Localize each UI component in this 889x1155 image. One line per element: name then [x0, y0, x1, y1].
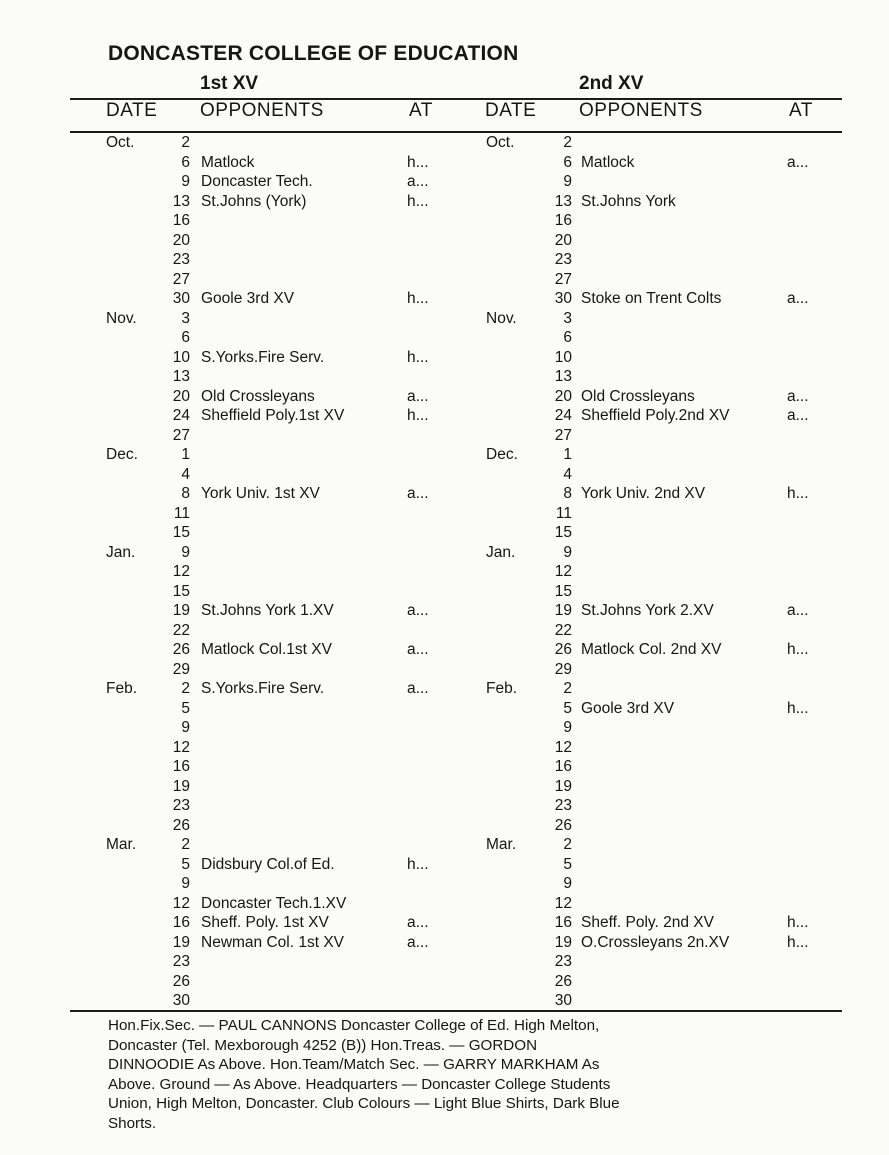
fixture-day: 4 — [563, 465, 572, 483]
fixture-day: 26 — [172, 816, 190, 834]
fixture-day: 23 — [172, 797, 190, 814]
fixture-day: 9 — [181, 875, 190, 892]
fixture-day: 9 — [563, 173, 572, 190]
fixture-day: 12 — [172, 738, 190, 756]
fixture-opponent: Stoke on Trent Colts — [581, 290, 722, 307]
fixture-opponent: Newman Col. 1st XV — [201, 933, 344, 951]
fixture-month: Mar. — [486, 836, 517, 853]
fixture-day: 13 — [554, 368, 572, 385]
team-heading-1st: 1st XV — [200, 73, 259, 94]
fixture-venue: h... — [407, 153, 429, 171]
fixture-venue: h... — [407, 407, 429, 424]
fixture-day: 2 — [563, 134, 572, 151]
fixture-day: 3 — [563, 309, 572, 327]
fixture-day: 30 — [172, 992, 190, 1009]
footer-line: DINNOODIE As Above. Hon.Team/Match Sec. — GARRY MARKHAM As — [108, 1056, 600, 1073]
fixture-day: 5 — [563, 855, 572, 873]
fixture-opponent: Didsbury Col.of Ed. — [201, 855, 335, 873]
fixture-day: 16 — [554, 914, 572, 931]
fixture-day: 16 — [172, 212, 190, 229]
fixture-month: Nov. — [486, 309, 517, 327]
footer-line: Above. Ground — As Above. Headquarters — Doncaster College Students — [108, 1075, 611, 1093]
fixture-day: 30 — [554, 290, 572, 307]
fixture-month: Feb. — [106, 680, 138, 697]
fixture-opponent: Doncaster Tech. — [201, 173, 313, 190]
fixture-venue: h... — [787, 485, 809, 502]
fixture-venue: h... — [787, 933, 809, 951]
fixture-day: 2 — [563, 680, 572, 697]
fixture-opponent: Matlock Col. 2nd XV — [581, 641, 722, 658]
fixture-day: 5 — [563, 699, 572, 717]
fixture-month: Oct. — [106, 134, 135, 151]
fixture-day: 15 — [172, 582, 190, 600]
fixture-day: 16 — [172, 914, 190, 931]
fixture-day: 19 — [554, 777, 572, 795]
team-heading-2nd: 2nd XV — [579, 73, 644, 94]
fixture-day: 22 — [554, 621, 572, 639]
fixture-opponent: York Univ. 2nd XV — [581, 485, 706, 502]
fixture-day: 20 — [554, 231, 572, 249]
fixture-day: 9 — [181, 719, 190, 736]
fixture-day: 13 — [172, 368, 190, 385]
footer-notes — [108, 1016, 826, 1133]
fixture-venue: a... — [787, 602, 809, 619]
fixture-day: 13 — [172, 192, 190, 210]
fixture-month: Oct. — [486, 134, 515, 151]
top-rule — [70, 98, 842, 100]
fixture-opponent: Matlock Col.1st XV — [201, 641, 332, 658]
fixture-venue: a... — [787, 387, 809, 405]
fixture-day: 27 — [172, 426, 190, 444]
fixture-day: 5 — [181, 699, 190, 717]
fixture-opponent: Sheff. Poly. 2nd XV — [581, 914, 714, 931]
fixture-day: 16 — [554, 212, 572, 229]
fixture-venue: h... — [787, 641, 809, 658]
fixture-venue: h... — [407, 348, 429, 366]
fixture-venue: a... — [407, 914, 429, 931]
fixture-day: 19 — [172, 777, 190, 795]
fixture-day: 6 — [563, 329, 572, 346]
fixture-day: 10 — [172, 348, 190, 366]
fixture-day: 10 — [554, 348, 572, 366]
fixture-venue: h... — [787, 914, 809, 931]
fixture-day: 6 — [181, 153, 190, 171]
fixture-day: 30 — [172, 290, 190, 307]
fixture-opponent: York Univ. 1st XV — [201, 485, 320, 502]
fixture-opponent: St.Johns York 2.XV — [581, 602, 714, 619]
fixture-day: 2 — [181, 134, 190, 151]
fixture-venue: h... — [787, 699, 809, 717]
fixture-day: 12 — [554, 894, 572, 912]
fixture-day: 12 — [172, 894, 190, 912]
col-at-1st: AT — [409, 100, 433, 121]
fixture-day: 26 — [172, 641, 190, 658]
fixture-day: 20 — [172, 231, 190, 249]
fixture-day: 19 — [172, 933, 190, 951]
fixture-day: 9 — [181, 543, 190, 561]
fixture-day: 26 — [554, 641, 572, 658]
fixture-day: 12 — [172, 563, 190, 580]
fixture-day: 8 — [181, 485, 190, 502]
fixture-opponent: Matlock — [581, 153, 635, 171]
fixture-day: 24 — [172, 407, 190, 424]
fixture-month: Feb. — [486, 680, 518, 697]
fixture-month: Dec. — [486, 446, 518, 463]
fixture-day: 2 — [181, 680, 190, 697]
fixture-opponent: Sheff. Poly. 1st XV — [201, 914, 329, 931]
fixture-day: 11 — [173, 504, 190, 522]
fixture-day: 12 — [554, 738, 572, 756]
fixture-day: 19 — [172, 602, 190, 619]
fixture-day: 1 — [181, 446, 190, 463]
fixture-day: 19 — [554, 933, 572, 951]
fixture-venue: a... — [407, 933, 429, 951]
fixture-day: 15 — [554, 524, 572, 541]
fixture-day: 30 — [554, 992, 572, 1009]
col-opponents-1st: OPPONENTS — [200, 100, 324, 121]
fixture-opponent: St.Johns York 1.XV — [201, 602, 334, 619]
fixture-venue: h... — [407, 855, 429, 873]
fixture-day: 9 — [563, 875, 572, 892]
bottom-rule — [70, 1010, 842, 1012]
fixture-venue: h... — [407, 192, 429, 210]
fixture-month: Nov. — [106, 309, 137, 327]
fixture-day: 23 — [554, 953, 572, 970]
fixture-day: 26 — [554, 972, 572, 990]
fixture-day: 29 — [554, 660, 572, 678]
fixture-month: Jan. — [486, 543, 516, 561]
fixture-opponent: O.Crossleyans 2n.XV — [581, 933, 730, 951]
fixture-day: 3 — [181, 309, 190, 327]
fixture-day: 27 — [554, 270, 572, 288]
fixture-venue: a... — [407, 387, 429, 405]
fixture-opponent: Matlock — [201, 153, 255, 171]
fixture-day: 19 — [554, 602, 572, 619]
fixture-day: 9 — [563, 543, 572, 561]
fixture-opponent: Old Crossleyans — [201, 387, 315, 405]
fixture-opponent: Sheffield Poly.1st XV — [201, 407, 345, 424]
fixture-day: 16 — [172, 758, 190, 775]
fixture-opponent: St.Johns (York) — [201, 192, 307, 210]
fixture-venue: a... — [407, 602, 429, 619]
fixture-opponent: Goole 3rd XV — [581, 699, 675, 717]
fixture-day: 27 — [554, 426, 572, 444]
fixture-day: 16 — [554, 758, 572, 775]
fixture-day: 24 — [554, 407, 572, 424]
fixture-opponent: Goole 3rd XV — [201, 290, 295, 307]
fixture-day: 15 — [554, 582, 572, 600]
fixture-day: 27 — [172, 270, 190, 288]
fixture-day: 26 — [172, 972, 190, 990]
fixture-day: 9 — [563, 719, 572, 736]
fixture-venue: a... — [407, 173, 429, 190]
fixture-day: 26 — [554, 816, 572, 834]
fixture-day: 2 — [181, 836, 190, 853]
fixture-day: 20 — [554, 387, 572, 405]
fixture-day: 11 — [555, 504, 572, 522]
fixture-day: 15 — [172, 524, 190, 541]
fixture-day: 1 — [563, 446, 572, 463]
fixture-month: Dec. — [106, 446, 138, 463]
fixture-day: 6 — [563, 153, 572, 171]
fixture-venue: a... — [407, 641, 429, 658]
fixture-day: 9 — [181, 173, 190, 190]
col-at-2nd: AT — [789, 100, 813, 121]
footer-line: Hon.Fix.Sec. — PAUL CANNONS Doncaster College of Ed. High Melton, — [108, 1017, 600, 1034]
fixture-opponent: St.Johns York — [581, 192, 676, 210]
fixture-day: 23 — [172, 251, 190, 268]
fixture-venue: a... — [407, 680, 429, 697]
fixture-venue: h... — [407, 290, 429, 307]
fixture-venue: a... — [787, 153, 809, 171]
fixture-opponent: Sheffield Poly.2nd XV — [581, 407, 730, 424]
fixture-day: 23 — [172, 953, 190, 970]
footer-line: Doncaster (Tel. Mexborough 4252 (B)) Hon.Treas. — GORDON — [108, 1036, 538, 1054]
fixture-opponent: S.Yorks.Fire Serv. — [201, 680, 325, 697]
fixture-day: 20 — [172, 387, 190, 405]
fixture-day: 12 — [554, 563, 572, 580]
fixture-day: 22 — [172, 621, 190, 639]
fixture-opponent: Old Crossleyans — [581, 387, 695, 405]
col-date-1st: DATE — [106, 100, 158, 121]
page-title: DONCASTER COLLEGE OF EDUCATION — [108, 42, 519, 65]
fixture-day: 29 — [172, 660, 190, 678]
fixture-venue: a... — [407, 485, 429, 502]
fixture-month: Jan. — [106, 543, 136, 561]
fixture-opponent: S.Yorks.Fire Serv. — [201, 348, 325, 366]
fixture-month: Mar. — [106, 836, 137, 853]
fixture-day: 23 — [554, 251, 572, 268]
footer-line: Shorts. — [108, 1114, 157, 1132]
fixture-day: 6 — [181, 329, 190, 346]
fixture-day: 4 — [181, 465, 190, 483]
fixture-opponent: Doncaster Tech.1.XV — [201, 894, 347, 912]
fixture-day: 2 — [563, 836, 572, 853]
col-opponents-2nd: OPPONENTS — [579, 100, 703, 121]
fixture-venue: a... — [787, 290, 809, 307]
col-date-2nd: DATE — [485, 100, 537, 121]
fixture-day: 13 — [554, 192, 572, 210]
fixture-venue: a... — [787, 407, 809, 424]
fixture-day: 8 — [563, 485, 572, 502]
fixture-day: 5 — [181, 855, 190, 873]
footer-line: Union, High Melton, Doncaster. Club Colours — Light Blue Shirts, Dark Blue — [108, 1095, 620, 1112]
fixture-day: 23 — [554, 797, 572, 814]
